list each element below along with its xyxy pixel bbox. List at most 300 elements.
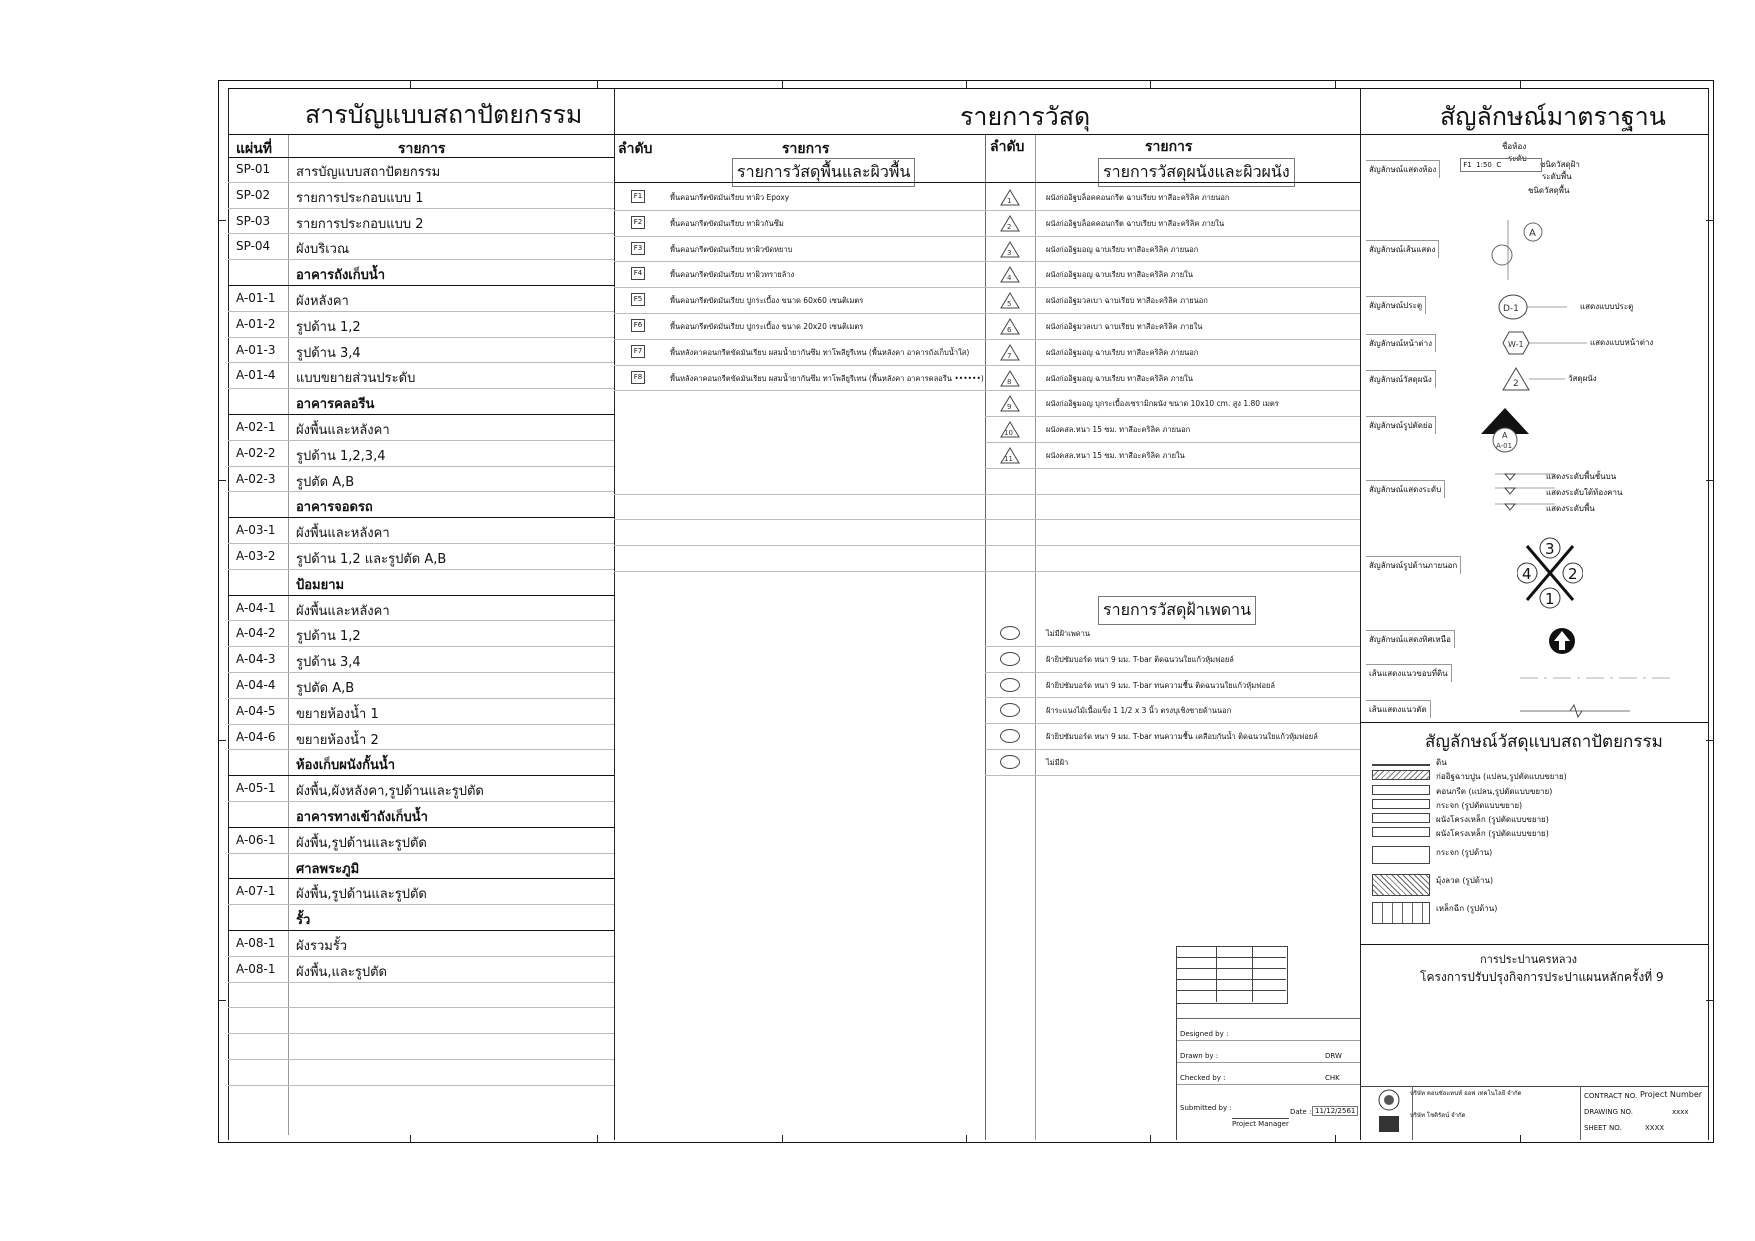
legend-label: ผนังโครงเหล็ก (รูปตัดแบบขยาย) xyxy=(1436,829,1549,838)
tb-drawing-val: xxxx xyxy=(1672,1108,1689,1116)
index-row-line xyxy=(228,466,614,467)
index-code: A-05-1 xyxy=(236,781,276,796)
index-code: A-04-2 xyxy=(236,626,276,641)
wall-code-icon xyxy=(1000,395,1020,416)
index-row-line xyxy=(228,672,614,673)
arch-legend-title: สัญลักษณ์วัสดุแบบสถาปัตยกรรม xyxy=(1425,732,1663,752)
ceiling-code-icon xyxy=(1000,626,1020,640)
tb-checked-label: Checked by : xyxy=(1180,1074,1226,1082)
ceiling-row-line xyxy=(985,775,1360,776)
floor-row-line xyxy=(614,390,985,391)
index-name: รายการประกอบแบบ 2 xyxy=(296,216,424,232)
index-code: A-04-3 xyxy=(236,652,276,667)
wall-item-text: ผนังก่ออิฐบล็อคคอนกรีต ฉาบเรียบ ทาสีอะคริลิค ภายนอก xyxy=(1046,193,1230,202)
rev-line xyxy=(1176,979,1286,980)
wall-code-icon xyxy=(1000,318,1020,339)
symbol-label: สัญลักษณ์รูปตัดย่อ xyxy=(1366,416,1436,434)
svg-text:4: 4 xyxy=(1522,565,1532,583)
index-name: ผังพื้น,และรูปตัด xyxy=(296,964,387,980)
legend-label: มุ้งลวด (รูปด้าน) xyxy=(1436,876,1494,885)
legend-swatch-icon xyxy=(1372,785,1430,795)
floor-code-icon: F1 xyxy=(631,190,645,203)
room-tag-icon: F1 1:50 C xyxy=(1460,158,1542,172)
frame-tick-top xyxy=(782,80,783,88)
tb-submitted-label: Submitted by : xyxy=(1180,1104,1232,1112)
svg-text:1: 1 xyxy=(1545,590,1555,608)
index-name: รูปด้าน 3,4 xyxy=(296,655,361,671)
index-name: ผังหลังคา xyxy=(296,294,349,309)
frame-tick-bottom xyxy=(782,1135,783,1143)
wall-item-text: ผนังก่ออิฐมวลเบา ฉาบเรียบ ทาสีอะคริลิค ภายนอก xyxy=(1046,296,1208,306)
index-code: A-01-2 xyxy=(236,316,276,331)
rev-sep2 xyxy=(1252,946,1253,1002)
index-row-line xyxy=(228,749,614,750)
floor-col-item: รายการ xyxy=(782,141,830,157)
index-row-line xyxy=(228,491,614,492)
materials-title: รายการวัสดุ xyxy=(960,102,1091,131)
window-tag-icon xyxy=(1495,330,1645,358)
frame-tick-bottom xyxy=(597,1135,598,1143)
wall-item-text: ผนังก่ออิฐมอญ ฉาบเรียบ ทาสีอะคริลิค ภายใน xyxy=(1046,373,1193,383)
floor-row-line xyxy=(614,313,985,314)
wall-row-line xyxy=(985,365,1360,366)
symbol-label: สัญลักษณ์วัสดุผนัง xyxy=(1366,370,1436,388)
index-name: รูปด้าน 1,2 xyxy=(296,629,361,645)
wall-item-text: ผนังก่ออิฐบล็อคคอนกรีต ฉาบเรียบ ทาสีอะคริลิค ภายใน xyxy=(1046,218,1225,228)
index-code: A-02-2 xyxy=(236,445,276,460)
index-name: อาคารทางเข้าถังเก็บน้ำ xyxy=(296,810,428,825)
ceiling-row-line xyxy=(985,646,1360,647)
ceiling-row-line xyxy=(985,723,1360,724)
index-name: ป้อมยาม xyxy=(296,577,345,593)
index-name: ผังพื้นและหลังคา xyxy=(296,603,390,619)
index-name: แบบขยายส่วนประดับ xyxy=(296,371,416,387)
legend-swatch-icon xyxy=(1372,813,1430,823)
tb-sep xyxy=(1580,1086,1581,1140)
index-row-line xyxy=(228,259,614,260)
svg-text:11: 11 xyxy=(1004,455,1013,463)
frame-tick-left xyxy=(218,480,226,481)
floor-code-icon: F4 xyxy=(631,267,645,280)
wall-item-text: ผนังก่ออิฐมอญ บุกระเบื้องเซรามิกผนัง ขนาด 10x10 cm. สูง 1.80 เมตร xyxy=(1046,399,1279,409)
index-empty-line xyxy=(228,1085,614,1086)
index-name: รูปตัด A,B xyxy=(296,681,355,696)
symbol-annotation: ระดับ xyxy=(1508,154,1527,163)
floor-item-text: พื้นคอนกรีตขัดมันเรียบ ทาผิว Epoxy xyxy=(670,193,790,202)
svg-text:3: 3 xyxy=(1545,540,1555,558)
index-row-line xyxy=(228,982,614,983)
wall-row-line xyxy=(985,468,1360,469)
symbol-label: สัญลักษณ์ประตู xyxy=(1366,296,1426,314)
floor-code-icon: F5 xyxy=(631,293,645,306)
svg-text:5: 5 xyxy=(1007,300,1012,309)
index-row-line xyxy=(228,337,614,338)
tb-row-line xyxy=(1176,1040,1360,1041)
frame-tick-bottom xyxy=(1335,1135,1336,1143)
index-code: A-07-1 xyxy=(236,884,276,899)
door-tag-icon xyxy=(1495,294,1645,322)
svg-text:2: 2 xyxy=(1513,379,1519,389)
symbol-label: สัญลักษณ์รูปด้านภายนอก xyxy=(1366,556,1461,574)
floor-row-line xyxy=(614,261,985,262)
index-empty-line xyxy=(228,1059,614,1060)
index-row-line xyxy=(228,440,614,441)
symbol-label: สัญลักษณ์เส้นแสดง xyxy=(1366,240,1439,258)
wall-row-line xyxy=(985,442,1360,443)
wall-code-icon xyxy=(1000,241,1020,262)
empty-row-line xyxy=(614,494,1360,495)
index-row-line xyxy=(228,285,614,286)
legend-label: คอนกรีต (แปลน,รูปตัดแบบขยาย) xyxy=(1436,787,1553,796)
index-name: อาคารจอดรถ xyxy=(296,500,373,516)
index-name: อาคารคลอรีน xyxy=(296,397,375,413)
ceiling-code-icon xyxy=(1000,678,1020,692)
floor-row-line xyxy=(614,365,985,366)
index-name: ผังพื้น,ผังหลังคา,รูปด้านและรูปตัด xyxy=(296,784,484,800)
col-sep-mid2 xyxy=(1035,135,1036,1140)
frame-tick-left xyxy=(218,740,226,741)
symbol-annotation: วัสดุผนัง xyxy=(1568,374,1597,383)
elevation-symbol-icon xyxy=(1517,536,1583,610)
tb-project: โครงการปรับปรุงกิจการประปาแผนหลักครั้งที่ 9 xyxy=(1420,970,1664,984)
col-sep-symbols xyxy=(1360,88,1361,1140)
svg-text:4: 4 xyxy=(1007,274,1012,283)
index-code: A-02-1 xyxy=(236,420,276,434)
symbol-annotation: แสดงระดับพื้นชั้นบน xyxy=(1546,472,1617,481)
index-name: รูปตัด A,B xyxy=(296,474,355,490)
index-empty-line xyxy=(228,1033,614,1034)
floor-row-line xyxy=(614,287,985,288)
wall-row-line xyxy=(985,287,1360,288)
index-row-line xyxy=(228,388,614,389)
symbol-annotation: ชนิดวัสดุพื้น xyxy=(1528,186,1570,195)
symbol-annotation: ระดับพื้น xyxy=(1542,172,1572,181)
floor-code-icon: F8 xyxy=(631,371,645,384)
index-row-line xyxy=(228,775,614,776)
floor-code-icon: F6 xyxy=(631,319,645,332)
frame-tick-bottom xyxy=(1520,1135,1521,1143)
wall-col-no: ลำดับ xyxy=(990,139,1025,155)
ceiling-row-line xyxy=(985,749,1360,750)
empty-row-line xyxy=(614,545,1360,546)
wall-code-icon xyxy=(1000,189,1020,210)
tb-company1: บริษัท คอนซัลแทนท์ ออฟ เทคโนโลยี จำกัด xyxy=(1410,1090,1522,1097)
floor-item-text: พื้นคอนกรีตขัดมันเรียบ ทาผิวขัดหยาบ xyxy=(670,244,793,254)
index-code: A-01-1 xyxy=(236,291,276,305)
symbol-annotation: ชนิดวัสดุฝ้า xyxy=(1540,160,1580,169)
svg-text:10: 10 xyxy=(1004,429,1013,438)
wall-code-icon xyxy=(1000,344,1020,365)
index-name: อาคารถังเก็บน้ำ xyxy=(296,268,386,284)
col-sep-right xyxy=(1708,88,1709,1140)
symbol-annotation: แสดงระดับพื้น xyxy=(1546,504,1595,513)
ceiling-item-text: ฝ้ายิปซัมบอร์ด หนา 9 มม. T-bar ทนความชื้น ติดฉนวนใยแก้วหุ้มฟอยล์ xyxy=(1046,680,1275,690)
logo-icon xyxy=(1376,1088,1402,1134)
index-row-line xyxy=(228,698,614,699)
legend-label: ดิน xyxy=(1436,758,1447,767)
wall-code-icon xyxy=(1000,370,1020,391)
index-name: รูปด้าน 1,2,3,4 xyxy=(296,448,386,464)
wall-row-line xyxy=(985,313,1360,314)
index-name: ผังพื้นและหลังคา xyxy=(296,423,390,438)
wall-code-icon xyxy=(1000,215,1020,236)
wall-row-line xyxy=(985,416,1360,417)
ceiling-item-text: ฝ้ายิปซัมบอร์ด หนา 9 มม. T-bar ติดฉนวนใยแก้วหุ้มฟอยล์ xyxy=(1046,654,1234,664)
frame-tick-top xyxy=(410,80,411,88)
legend-label: เหล็กฉีก (รูปด้าน) xyxy=(1436,904,1498,913)
svg-text:D-1: D-1 xyxy=(1503,304,1519,314)
index-code: A-02-3 xyxy=(236,471,276,486)
legend-label: ก่ออิฐฉาบปูน (แปลน,รูปตัดแบบขยาย) xyxy=(1436,772,1567,781)
symbols-header-line xyxy=(1360,134,1708,135)
index-name: ห้องเก็บผนังกั้นน้ำ xyxy=(296,758,396,774)
index-name: รูปด้าน 1,2 และรูปตัด A,B xyxy=(296,552,447,567)
ceiling-row-line xyxy=(985,697,1360,698)
legend-swatch-icon xyxy=(1372,846,1430,864)
index-name: รูปด้าน 3,4 xyxy=(296,345,361,361)
index-code: SP-03 xyxy=(236,213,271,228)
tb-checked-val: CHK xyxy=(1325,1074,1340,1082)
index-name: สารบัญแบบสถาปัตยกรรม xyxy=(296,165,441,180)
wall-item-text: ผนังคสล.หนา 15 ซม. ทาสีอะคริลิค ภายใน xyxy=(1046,451,1185,460)
symbol-annotation: แสดงแบบหน้าต่าง xyxy=(1590,338,1654,347)
floor-item-text: พื้นหลังคาคอนกรีตขัดมันเรียบ ผสมน้ำยากันซึม ทาโพลียูรีเทน (พื้นหลังคา อาคารถังเก็บน้ำใส) xyxy=(670,347,970,357)
wall-materials-title: รายการวัสดุผนังและผิวผนัง xyxy=(1098,158,1295,187)
svg-text:8: 8 xyxy=(1007,377,1012,386)
svg-text:3: 3 xyxy=(1007,248,1012,257)
index-row-line xyxy=(228,543,614,544)
wall-code-icon xyxy=(1000,447,1020,468)
wall-item-text: ผนังก่ออิฐมวลเบา ฉาบเรียบ ทาสีอะคริลิค ภายใน xyxy=(1046,322,1203,331)
cut-line-icon xyxy=(1520,704,1630,718)
col-sep-mid xyxy=(985,135,986,1140)
index-row-line xyxy=(228,956,614,957)
revision-grid xyxy=(1176,946,1288,1004)
floor-row-line xyxy=(614,236,985,237)
empty-row-line xyxy=(614,519,1360,520)
index-row-line xyxy=(228,414,614,415)
index-col-item: รายการ xyxy=(398,141,446,157)
frame-tick-top xyxy=(966,80,967,88)
legend-label: ผนังโครงเหล็ก (รูปตัดแบบขยาย) xyxy=(1436,815,1549,824)
symbol-label: เส้นแสดงแนวตัด xyxy=(1366,700,1431,718)
wall-code-icon xyxy=(1000,292,1020,313)
floor-row-line xyxy=(614,210,985,211)
tb-drawn-val: DRW xyxy=(1325,1052,1342,1060)
symbol-label: สัญลักษณ์แสดงทิศเหนือ xyxy=(1366,630,1455,648)
index-code: A-03-2 xyxy=(236,549,276,563)
svg-text:A: A xyxy=(1529,228,1536,239)
frame-tick-top xyxy=(1335,80,1336,88)
floor-code-icon: F7 xyxy=(631,345,645,358)
index-code: SP-02 xyxy=(236,187,271,202)
legend-swatch-icon xyxy=(1372,902,1430,924)
symbol-label: เส้นแสดงแนวขอบที่ดิน xyxy=(1366,664,1452,682)
tb-logo-sep xyxy=(1412,1086,1413,1140)
floor-row-line xyxy=(614,339,985,340)
index-code: A-08-1 xyxy=(236,961,276,976)
empty-row-line xyxy=(614,571,1360,572)
wall-item-text: ผนังก่ออิฐมอญ ฉาบเรียบ ทาสีอะคริลิค ภายนอก xyxy=(1046,347,1199,357)
frame-tick-bottom xyxy=(966,1135,967,1143)
tb-contract-val: Project Number xyxy=(1640,1090,1703,1099)
wall-row-line xyxy=(985,261,1360,262)
index-code: A-04-4 xyxy=(236,678,276,692)
index-code: A-08-1 xyxy=(236,936,276,950)
svg-text:6: 6 xyxy=(1007,326,1012,334)
index-row-line xyxy=(228,724,614,725)
index-row-line xyxy=(228,311,614,312)
index-header-line xyxy=(228,134,614,135)
rev-sep1 xyxy=(1216,946,1217,1002)
index-row-line xyxy=(228,878,614,879)
floor-materials-title: รายการวัสดุพื้นและผิวพื้น xyxy=(732,158,915,187)
index-row-line xyxy=(228,646,614,647)
wall-tag-icon xyxy=(1495,366,1645,394)
tb-row-line xyxy=(1176,1084,1360,1085)
index-code: SP-01 xyxy=(236,162,271,176)
rev-line xyxy=(1176,968,1286,969)
tb-date-val: 11/12/2561 xyxy=(1312,1106,1358,1116)
floor-item-text: พื้นคอนกรีตขัดมันเรียบ ทาผิวทรายล้าง xyxy=(670,270,795,280)
svg-text:9: 9 xyxy=(1007,403,1012,412)
symbols-title: สัญลักษณ์มาตราฐาน xyxy=(1440,102,1666,131)
materials-header-line xyxy=(614,134,1360,135)
frame-tick-top xyxy=(597,80,598,88)
tb-designed-label: Designed by : xyxy=(1180,1030,1229,1038)
top-border xyxy=(228,88,1708,89)
symbol-annotation: แสดงแบบประตู xyxy=(1580,302,1634,311)
svg-text:A-01: A-01 xyxy=(1496,442,1513,450)
index-name: ผังพื้นและหลังคา xyxy=(296,526,390,542)
tb-drawing-label: DRAWING NO. xyxy=(1584,1108,1633,1116)
symbol-annotation: แสดงระดับใต้ท้องคาน xyxy=(1546,488,1623,497)
index-name: รั้ว xyxy=(296,913,311,929)
index-row-line xyxy=(228,930,614,931)
index-name: รายการประกอบแบบ 1 xyxy=(296,190,424,206)
index-col-sheet: แผ่นที่ xyxy=(236,141,273,157)
legend-label: กระจก (รูปตัดแบบขยาย) xyxy=(1436,801,1523,810)
index-code: A-03-1 xyxy=(236,523,276,538)
tb-owner: การประปานครหลวง xyxy=(1480,953,1578,966)
floor-item-text: พื้นหลังคาคอนกรีตขัดมันเรียบ ผสมน้ำยากันซึม ทาโพลียูรีเทน (พื้นหลังคา อาคารคลอรีน ••••••) xyxy=(670,373,984,383)
ceiling-code-icon xyxy=(1000,652,1020,666)
symbol-label: สัญลักษณ์แสดงห้อง xyxy=(1366,160,1440,178)
index-code: A-04-5 xyxy=(236,703,276,718)
symbol-label: สัญลักษณ์หน้าต่าง xyxy=(1366,334,1436,352)
floor-item-text: พื้นคอนกรีตขัดมันเรียบ ทาผิวกันซึม xyxy=(670,218,784,228)
tb-top xyxy=(1360,944,1708,945)
section-line-icon xyxy=(1480,220,1560,280)
index-name: ขยายห้องน้ำ 2 xyxy=(296,732,379,748)
frame-tick-left xyxy=(218,1000,226,1001)
tb-date-label: Date : xyxy=(1290,1108,1312,1116)
svg-text:A: A xyxy=(1502,431,1508,440)
wall-item-text: ผนังก่ออิฐมอญ ฉาบเรียบ ทาสีอะคริลิค ภายนอก xyxy=(1046,244,1199,254)
frame-tick-bottom xyxy=(1150,1135,1151,1143)
index-name: ผังพื้น,รูปด้านและรูปตัด xyxy=(296,887,427,903)
tb-company2: บริษัท โชติรัตน์ จำกัด xyxy=(1410,1112,1466,1119)
index-name: รูปด้าน 1,2 xyxy=(296,319,361,335)
ceiling-item-text: ฝ้ายิปซัมบอร์ด หนา 9 มม. T-bar ทนความชื้น เคลือบกันน้ำ ติดฉนวนใยแก้วหุ้มฟอยล์ xyxy=(1046,732,1318,742)
index-empty-line xyxy=(228,1007,614,1008)
materials-sub-line xyxy=(614,182,1360,183)
level-marks-icon xyxy=(1485,470,1555,518)
tb-contract-label: CONTRACT NO. xyxy=(1584,1092,1638,1100)
svg-text:7: 7 xyxy=(1007,351,1012,360)
tb-row-line xyxy=(1176,1062,1360,1063)
wall-item-text: ผนังคสล.หนา 15 ซม. ทาสีอะคริลิค ภายนอก xyxy=(1046,425,1191,435)
index-row-line xyxy=(228,620,614,621)
index-code: A-01-3 xyxy=(236,342,276,357)
index-code: A-01-4 xyxy=(236,368,276,383)
floor-item-text: พื้นคอนกรีตขัดมันเรียบ ปูกระเบื้อง ขนาด 60x60 เซนติเมตร xyxy=(670,296,864,306)
legend-swatch-icon xyxy=(1372,827,1430,837)
legend-label: กระจก (รูปด้าน) xyxy=(1436,848,1493,857)
wall-row-line xyxy=(985,210,1360,211)
svg-text:1: 1 xyxy=(1007,197,1012,205)
index-row-line xyxy=(228,517,614,518)
floor-item-text: พื้นคอนกรีตขัดมันเรียบ ปูกระเบื้อง ขนาด 20x20 เซนติเมตร xyxy=(670,322,864,331)
index-name: ผังรวมรั้ว xyxy=(296,939,348,954)
wall-code-icon xyxy=(1000,266,1020,287)
ceiling-materials-title: รายการวัสดุฝ้าเพดาน xyxy=(1098,596,1256,625)
symbol-annotation: ชื่อห้อง xyxy=(1502,142,1527,151)
index-code: A-06-1 xyxy=(236,832,276,847)
svg-text:W-1: W-1 xyxy=(1508,340,1524,349)
ceiling-code-icon xyxy=(1000,755,1020,769)
section-symbol-icon xyxy=(1475,406,1535,454)
wall-row-line xyxy=(985,390,1360,391)
tb-drawn-label: Drawn by : xyxy=(1180,1052,1219,1060)
arch-divider xyxy=(1360,722,1708,723)
tb-sheet-label: SHEET NO. xyxy=(1584,1124,1622,1132)
legend-swatch-icon xyxy=(1372,799,1430,809)
index-title: สารบัญแบบสถาปัตยกรรม xyxy=(305,100,583,129)
frame-tick-bottom xyxy=(410,1135,411,1143)
wall-code-icon xyxy=(1000,421,1020,442)
index-code: SP-04 xyxy=(236,239,271,254)
index-code: A-04-1 xyxy=(236,600,276,615)
frame-tick-top xyxy=(1150,80,1151,88)
index-header-line2 xyxy=(228,157,614,158)
north-arrow-icon xyxy=(1547,626,1577,656)
legend-swatch-icon xyxy=(1372,874,1430,896)
svg-text:2: 2 xyxy=(1568,565,1578,583)
svg-text:2: 2 xyxy=(1007,222,1012,231)
wall-row-line xyxy=(985,236,1360,237)
floor-code-icon: F2 xyxy=(631,216,645,229)
floor-col-no: ลำดับ xyxy=(618,141,653,157)
tb-left-line xyxy=(1176,946,1177,1140)
index-name: ศาลพระภูมิ xyxy=(296,861,360,877)
frame-tick-left xyxy=(218,220,226,221)
legend-swatch-icon xyxy=(1372,756,1430,766)
wall-item-text: ผนังก่ออิฐมอญ ฉาบเรียบ ทาสีอะคริลิค ภายใน xyxy=(1046,270,1193,280)
ceiling-item-text: ไม่มีฝ้าเพดาน xyxy=(1046,629,1090,638)
floor-code-icon: F3 xyxy=(631,242,645,255)
rev-line xyxy=(1176,957,1286,958)
index-row-line xyxy=(228,595,614,596)
wall-row-line xyxy=(985,339,1360,340)
rev-line xyxy=(1176,990,1286,991)
symbol-label: สัญลักษณ์แสดงระดับ xyxy=(1366,480,1445,498)
tb-pm: Project Manager xyxy=(1232,1120,1289,1128)
tb-sheet-val: XXXX xyxy=(1645,1124,1665,1132)
ceiling-row-line xyxy=(985,672,1360,673)
ceiling-item-text: ไม่มีฝ้า xyxy=(1046,758,1069,767)
col-sep-index xyxy=(614,88,615,1140)
